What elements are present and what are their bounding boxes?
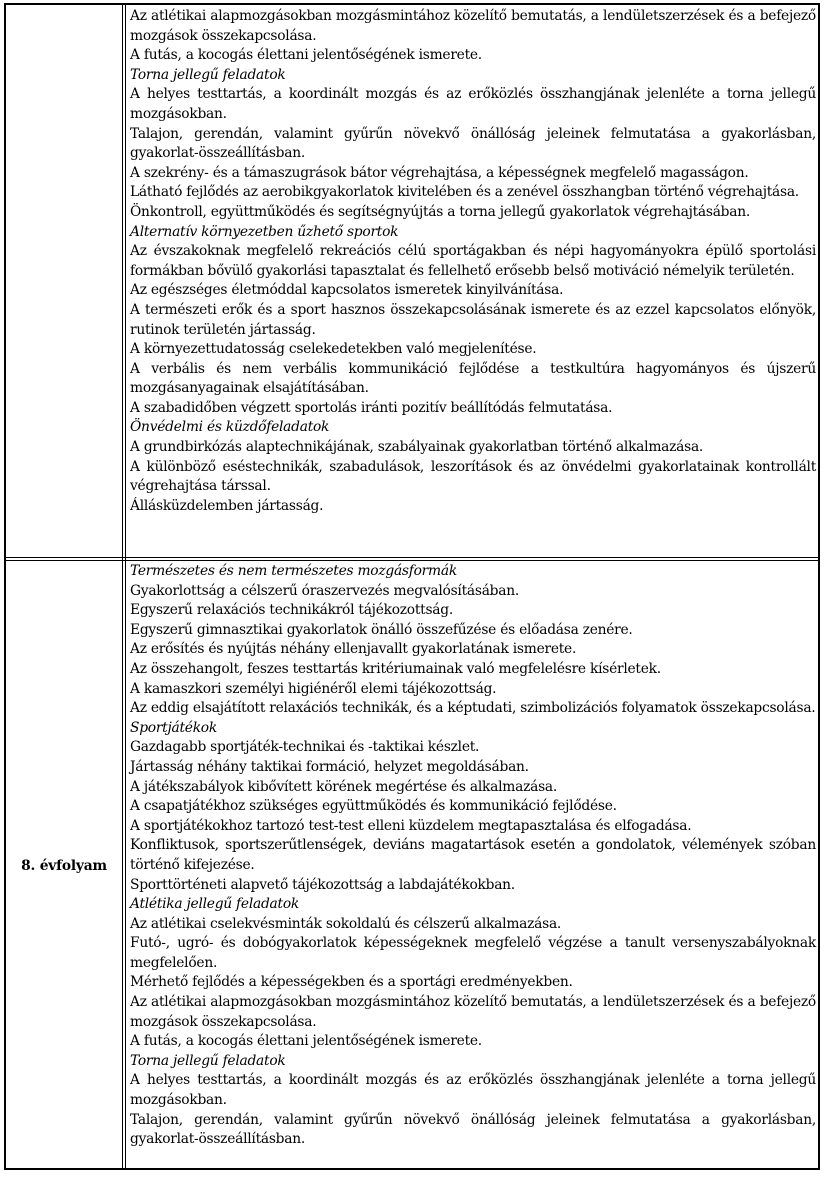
section-heading: Torna jellegű feladatok bbox=[130, 66, 286, 83]
outcome-item: A természeti erők és a sport hasznos összekapcsolásának ismerete és az ezzel kapcsolatos előnyök, rutinok területén jártasság. bbox=[130, 301, 816, 338]
outcome-item: A futás, a kocogás élettani jelentőségének ismerete. bbox=[130, 47, 482, 64]
row-divider bbox=[6, 557, 818, 561]
outcome-item: A helyes testtartás, a koordinált mozgás és az erőközlés összhangjának jelenléte a torna jellegű mozgásokban. bbox=[130, 1072, 816, 1109]
section-heading: Önvédelmi és küzdőfeladatok bbox=[130, 419, 330, 436]
outcome-item: A különböző eséstechnikák, szabadulások, leszorítások és az önvédelmi gyakorlatainak kontrollált végrehajtása társsal. bbox=[130, 458, 816, 495]
outcome-item: Az atlétikai alapmozgásokban mozgásmintához közelítő bemutatás, a lendületszerzések és a befejező mozgások összekapcsolása. bbox=[130, 994, 816, 1030]
outcome-item: Konfliktusok, sportszerűtlenségek, deviáns magatartások esetén a gondolatok, vélemények szóban történő kifejezése. bbox=[130, 837, 816, 873]
outcome-item: A szekrény- és a támaszugrások bátor végrehajtása, a képességnek megfelelő magasságon. bbox=[130, 164, 749, 181]
outcome-item: Egyszerű gimnasztikai gyakorlatok önálló összefűzése és előadása zenére. bbox=[130, 621, 633, 638]
outcome-item: A kamaszkori személyi higiénéről elemi tájékozottság. bbox=[130, 680, 497, 697]
outcome-item: Állásküzdelemben jártasság. bbox=[130, 497, 324, 514]
section-heading: Alternatív környezetben űzhető sportok bbox=[130, 223, 399, 240]
outcome-item: A verbális és nem verbális kommunikáció fejlődése a testkultúra hagyományos és újszerű mozgásanyagainak elsajátításában. bbox=[130, 360, 816, 397]
outcome-item: Az évszakoknak megfelelő rekreációs célú sportágakban és népi hagyományokra épülő sportolási formákban bővülő gyakorlási tapasztalat és fellelhető erősebb belső motiváció némelyik területén. bbox=[130, 243, 816, 279]
outcome-item: Az összehangolt, feszes testtartás kritériumainak való megfelelésre kísérletek. bbox=[130, 660, 661, 677]
outcome-item: A környezettudatosság cselekedetekben való megjelenítése. bbox=[130, 341, 537, 358]
section-heading: Sportjátékok bbox=[130, 719, 217, 736]
column-divider bbox=[122, 5, 126, 1168]
outcome-item: Önkontroll, együttműködés és segítségnyújtás a torna jellegű gyakorlatok végrehajtásában. bbox=[130, 203, 751, 220]
outcome-item: A grundbirkózás alaptechnikájának, szabályainak gyakorlatban történő alkalmazása. bbox=[130, 439, 704, 456]
outcome-item: Az eddig elsajátított relaxációs technikák, és a képtudati, szimbolizációs folyamatok összekapcsolása. bbox=[130, 700, 816, 717]
outcome-item: A futás, a kocogás élettani jelentőségének ismerete. bbox=[130, 1033, 482, 1050]
outcome-item: Futó-, ugró- és dobógyakorlatok képességeknek megfelelő végzése a tanult versenyszabályoknak megfelelően. bbox=[130, 935, 816, 971]
outcome-item: Látható fejlődés az aerobikgyakorlatok kivitelében és a zenével összhangban történő végrehajtása. bbox=[130, 184, 799, 201]
outcome-item: Mérhető fejlődés a képességekben és a sportági eredményekben. bbox=[130, 974, 573, 991]
outcome-item: Az egészséges életmóddal kapcsolatos ismeretek kinyilvánítása. bbox=[130, 282, 564, 299]
outcome-item: Gazdagabb sportjáték-technikai és -taktikai készlet. bbox=[130, 739, 480, 756]
outcome-item: Az atlétikai cselekvésminták sokoldalú és célszerű alkalmazása. bbox=[130, 915, 562, 932]
outcome-item: A sportjátékokhoz tartozó test-test elleni küzdelem megtapasztalása és elfogadása. bbox=[130, 817, 692, 834]
outcome-item: A helyes testtartás, a koordinált mozgás és az erőközlés összhangjának jelenléte a torna jellegű mozgásokban. bbox=[130, 86, 816, 122]
outcome-item: A csapatjátékhoz szükséges együttműködés és kommunikáció fejlődése. bbox=[130, 798, 617, 815]
curriculum-table bbox=[4, 3, 820, 1170]
section-heading: Természetes és nem természetes mozgásformák bbox=[130, 563, 457, 579]
outcome-item: Jártasság néhány taktikai formáció, helyzet megoldásában. bbox=[130, 758, 529, 775]
section-heading: Torna jellegű feladatok bbox=[130, 1052, 286, 1069]
outcome-item: A szabadidőben végzett sportolás iránti pozitív beállítódás felmutatása. bbox=[130, 399, 613, 416]
outcome-item: A játékszabályok kibővített körének megértése és alkalmazása. bbox=[130, 778, 558, 795]
outcome-item: Az atlétikai alapmozgásokban mozgásmintához közelítő bemutatás, a lendületszerzések és a befejező mozgások összekapcsolása. bbox=[130, 8, 816, 44]
grade-label-row-1 bbox=[6, 5, 122, 557]
grade-label-row-2: 8. évfolyam bbox=[21, 857, 107, 874]
outcome-item: Talajon, gerendán, valamint gyűrűn növekvő önállóság jeleinek felmutatása a gyakorlásban, gyakorlat-összeállításban. bbox=[130, 1111, 816, 1148]
outcome-item: Az erősítés és nyújtás néhány ellenjavallt gyakorlatának ismerete. bbox=[130, 641, 577, 658]
outcome-item: Egyszerű relaxációs technikákról tájékozottság. bbox=[130, 602, 453, 619]
content-cell-row-2 bbox=[130, 562, 816, 1150]
section-heading: Atlétika jellegű feladatok bbox=[130, 896, 299, 913]
outcome-item: Talajon, gerendán, valamint gyűrűn növekvő önállóság jeleinek felmutatása a gyakorlásban, gyakorlat-összeállításban. bbox=[130, 125, 816, 162]
outcome-item: Sporttörténeti alapvető tájékozottság a labdajátékokban. bbox=[130, 876, 515, 893]
content-cell-row-1 bbox=[130, 7, 816, 516]
outcome-item: Gyakorlottság a célszerű óraszervezés megvalósításában. bbox=[130, 582, 519, 599]
